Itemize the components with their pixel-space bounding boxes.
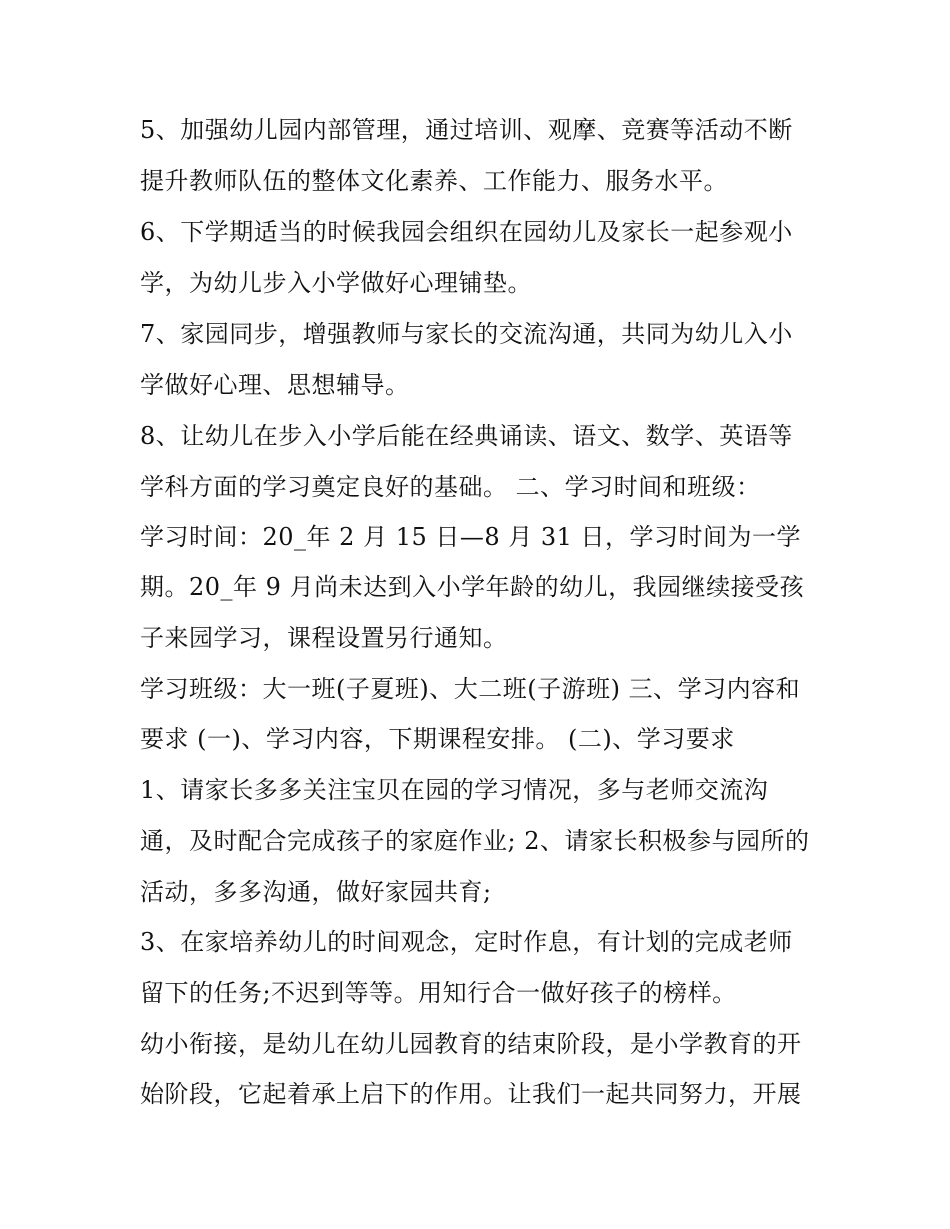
text-line-3: 6、下学期适当的时候我园会组织在园幼儿及家长一起参观小 [140, 218, 793, 246]
text-line-12: 学习班级：大一班(子夏班)、大二班(子游班) 三、学习内容和 [140, 675, 801, 703]
text-line-13: 要求 (一)、学习内容，下期课程安排。 (二)、学习要求 [140, 725, 735, 753]
text-line-4: 学，为幼儿步入小学做好心理铺垫。 [140, 269, 532, 297]
text-line-1: 5、加强幼儿园内部管理，通过培训、观摩、竞赛等活动不断 [140, 116, 793, 144]
text-line-19: 幼小衔接，是幼儿在幼儿园教育的结束阶段，是小学教育的开 [140, 1030, 802, 1058]
text-line-15: 通，及时配合完成孩子的家庭作业; 2、请家长积极参与园所的 [140, 827, 810, 855]
text-line-2: 提升教师队伍的整体文化素养、工作能力、服务水平。 [140, 167, 728, 195]
text-line-14: 1、请家长多多关注宝贝在园的学习情况，多与老师交流沟 [140, 776, 769, 804]
text-line-5: 7、家园同步，增强教师与家长的交流沟通，共同为幼儿入小 [140, 320, 793, 348]
text-line-16: 活动，多多沟通，做好家园共育; [140, 878, 492, 906]
text-line-17: 3、在家培养幼儿的时间观念，定时作息，有计划的完成老师 [140, 928, 793, 956]
text-line-9: 学习时间：20_年 2 月 15 日—8 月 31 日，学习时间为一学 [140, 523, 802, 551]
text-line-20: 始阶段，它起着承上启下的作用。让我们一起共同努力，开展 [140, 1080, 802, 1108]
text-line-6: 学做好心理、思想辅导。 [140, 371, 410, 399]
text-line-8: 学科方面的学习奠定良好的基础。 二、学习时间和班级： [140, 473, 761, 501]
text-line-11: 子来园学习，课程设置另行通知。 [140, 624, 508, 652]
text-line-18: 留下的任务;不迟到等等。用知行合一做好孩子的榜样。 [140, 979, 737, 1007]
text-line-10: 期。20_年 9 月尚未达到入小学年龄的幼儿，我园继续接受孩 [140, 573, 805, 601]
text-line-7: 8、让幼儿在步入小学后能在经典诵读、语文、数学、英语等 [140, 422, 793, 450]
